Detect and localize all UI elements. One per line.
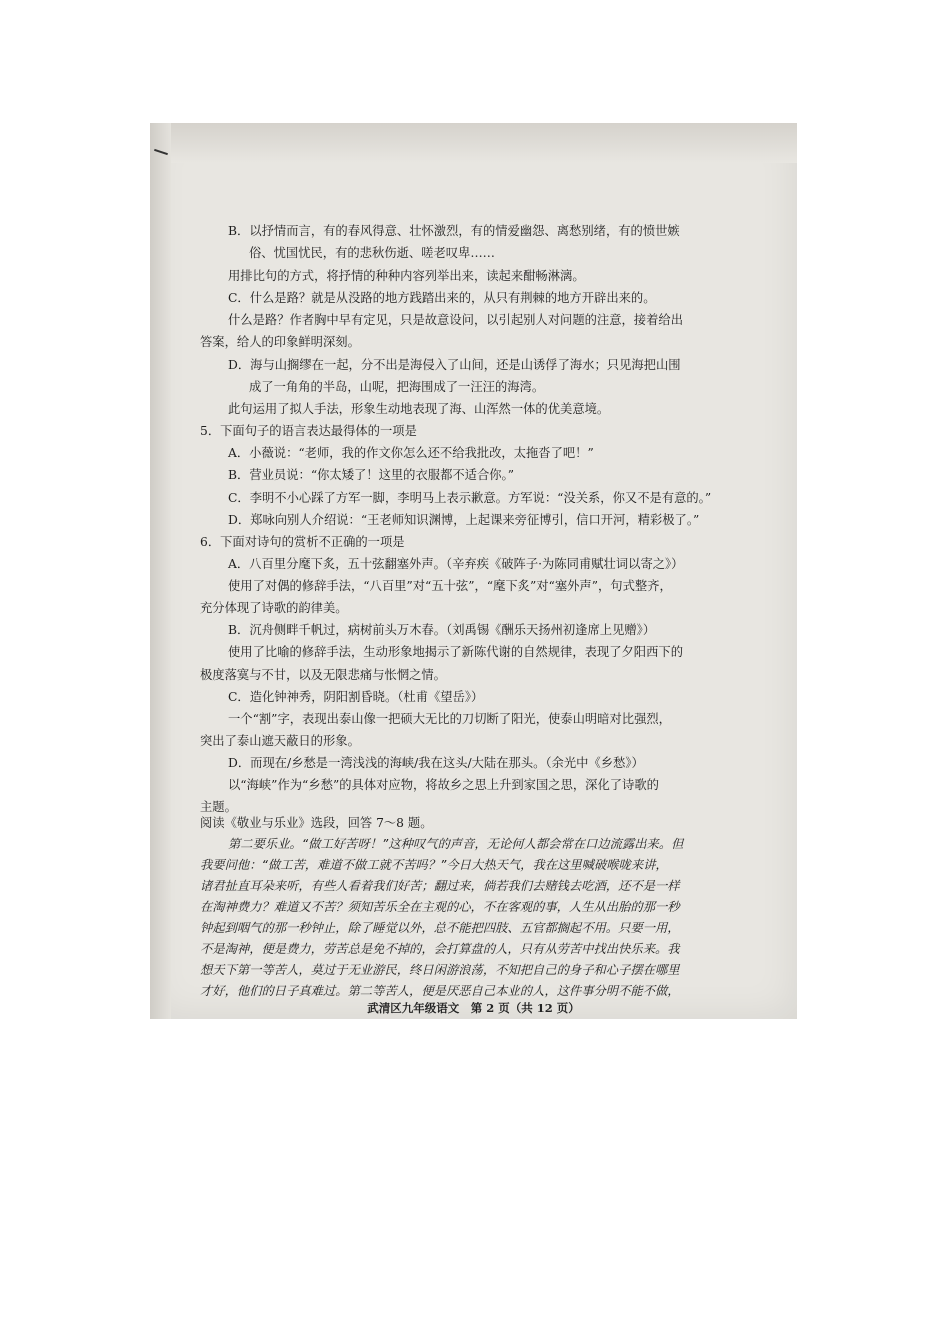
- option-d: D．而现在/乡愁是一湾浅浅的海峡/我在这头/大陆在那头。（余光中《乡愁》）: [228, 756, 644, 770]
- text-line: 用排比句的方式，将抒情的种种内容列举出来，读起来酣畅淋漓。: [228, 269, 585, 283]
- question-6-stem: 6．下面对诗句的赏析不正确的一项是: [200, 535, 405, 549]
- option-a: A．八百里分麾下炙，五十弦翻塞外声。（辛弃疾《破阵子·为陈同甫赋壮词以寄之》）: [228, 557, 684, 571]
- option-b: B．沉舟侧畔千帆过，病树前头万木春。（刘禹锡《酬乐天扬州初逢席上见赠》）: [228, 623, 656, 637]
- text-line: C．什么是路？就是从没路的地方践踏出来的，从只有荆棘的地方开辟出来的。: [228, 291, 656, 305]
- option-b: B．营业员说：“你太矮了！这里的衣服都不适合你。”: [228, 468, 514, 482]
- question-5-stem: 5．下面句子的语言表达最得体的一项是: [200, 424, 417, 438]
- text-line: D．海与山搁缪在一起，分不出是海侵入了山间，还是山诱俘了海水；只见海把山围: [228, 358, 681, 372]
- option-a: A．小薇说：“老师，我的作文你怎么还不给我批改，太拖沓了吧！”: [228, 446, 594, 460]
- text-line: 突出了泰山遮天蔽日的形象。: [200, 734, 360, 748]
- text-line: 充分体现了诗歌的韵律美。: [200, 601, 348, 615]
- page-footer: 武清区九年级语文 第 2 页（共 12 页）: [367, 1001, 580, 1015]
- passage-line: 我要问他：“做工苦，难道不做工就不苦吗？”今日大热天气，我在这里喊破喉咙来讲，: [200, 858, 668, 872]
- passage-line: 诸君扯直耳朵来听，有些人看着我们好苦；翻过来，倘若我们去赌钱去吃酒，还不是一样: [200, 879, 680, 893]
- page-content: [150, 123, 797, 1019]
- passage-line: 在淘神费力？难道又不苦？须知苦乐全在主观的心，不在客观的事，人生从出胎的那一秒: [200, 900, 680, 914]
- text-line: 什么是路？作者胸中早有定见，只是故意设问，以引起别人对问题的注意，接着给出: [228, 313, 683, 327]
- passage-line: 钟起到咽气的那一秒钟止，除了睡觉以外，总不能把四肢、五官都搁起不用。只要一用，: [200, 921, 680, 935]
- passage-line: 不是淘神，便是费力，劳苦总是免不掉的，会打算盘的人，只有从劳苦中找出快乐来。我: [200, 942, 680, 956]
- option-c: C．李明不小心踩了方军一脚，李明马上表示歉意。方军说：“没关系，你又不是有意的。”: [228, 491, 712, 505]
- passage-line: 第二要乐业。“做工好苦呀！”这种叹气的声音，无论何人都会常在口边流露出来。但: [228, 837, 684, 851]
- passage-line: 想天下第一等苦人，莫过于无业游民，终日闲游浪荡，不知把自己的身子和心子摆在哪里: [200, 963, 680, 977]
- text-line: 使用了对偶的修辞手法，“八百里”对“五十弦”，“麾下炙”对“塞外声”，句式整齐，: [228, 579, 672, 593]
- reading-instruction: 阅读《敬业与乐业》选段，回答 7～8 题。: [200, 816, 433, 830]
- passage-line: 才好，他们的日子真难过。第二等苦人，便是厌恶自己本业的人，这件事分明不能不做，: [200, 984, 680, 998]
- option-d: D．郑咏向别人介绍说：“王老师知识渊博，上起课来旁征博引，信口开河，精彩极了。”: [228, 513, 700, 527]
- text-line: B．以抒情而言，有的春风得意、壮怀激烈，有的情爱幽怨、离愁别绪，有的愤世嫉: [228, 224, 680, 238]
- text-line: 此句运用了拟人手法，形象生动地表现了海、山浑然一体的优美意境。: [228, 402, 610, 416]
- option-c: C．造化钟神秀，阴阳割昏晓。（杜甫《望岳》）: [228, 690, 484, 704]
- text-line: 成了一角角的半岛，山呢，把海围成了一汪汪的海湾。: [249, 380, 545, 394]
- text-line: 极度落寞与不甘，以及无限悲痛与怅惘之情。: [200, 668, 446, 682]
- text-line: 答案，给人的印象鲜明深刻。: [200, 335, 360, 349]
- text-line: 使用了比喻的修辞手法，生动形象地揭示了新陈代谢的自然规律，表现了夕阳西下的: [228, 645, 683, 659]
- text-line: 以“海峡”作为“乡愁”的具体对应物，将故乡之思上升到家国之思，深化了诗歌的: [228, 778, 659, 792]
- text-line: 俗、忧国忧民，有的悲秋伤逝、嗟老叹卑……: [249, 246, 495, 260]
- scanned-page: [150, 123, 797, 1019]
- text-line: 一个“割”字，表现出泰山像一把硕大无比的刀切断了阳光，使泰山明暗对比强烈，: [228, 712, 671, 726]
- text-line: 主题。: [200, 800, 237, 814]
